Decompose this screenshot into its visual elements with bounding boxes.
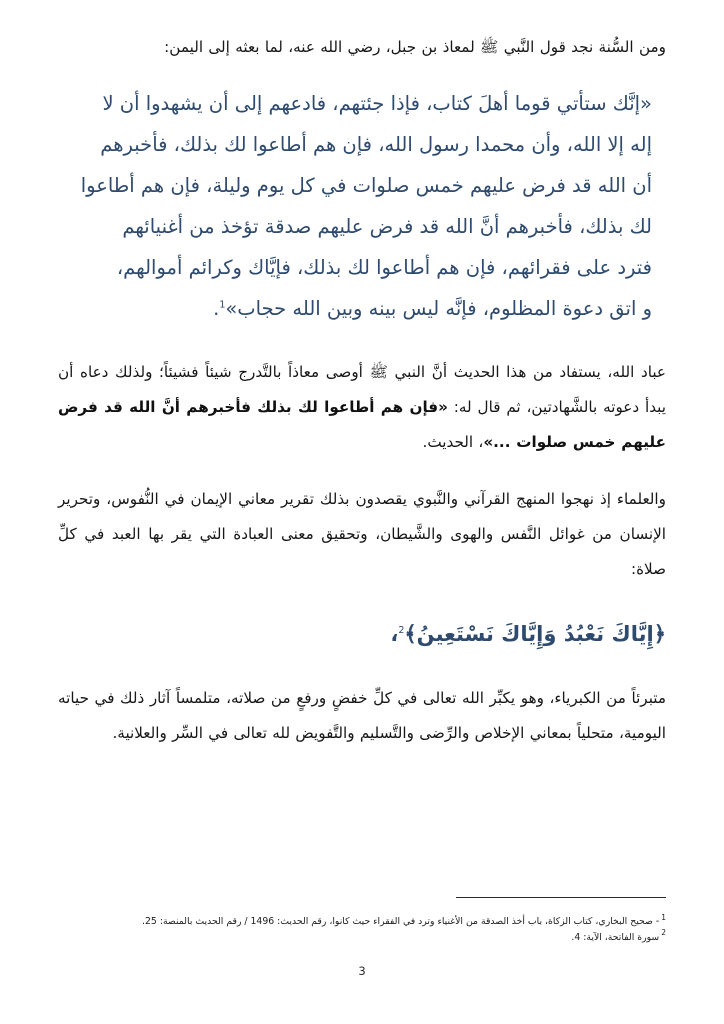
footnote-item-1	[58, 912, 666, 930]
hadith-line-6	[72, 288, 652, 329]
paragraph-2-part-2: ، الحديث.	[422, 433, 484, 451]
hadith-line-2: إله إلا الله، وأن محمدا رسول الله، فإن هم أطاعوا لك بذلك، فأخبرهم	[100, 133, 652, 156]
footnote-item-2	[58, 928, 666, 946]
footnote-2-text: سورة الفاتحة، الآية: 4.	[571, 931, 660, 943]
footnote-separator-rule	[456, 897, 666, 898]
hadith-line-6-text: و اتق دعوة المظلوم، فإنَّه ليس بينه وبين الله حجاب»	[225, 297, 652, 320]
paragraph-4: متبرئاً من الكبرياء، وهو يكبِّر الله تعالى في كلِّ خفضٍ ورفعٍ من صلاته، متلمساً آثار ذلك في حياته اليومية، متحلياً بمعاني الإخلاص والرِّضى والتَّسليم والتَّفويض لله تعالى في السِّر والعلانية.	[58, 689, 666, 742]
page-number: 3	[358, 964, 366, 978]
paragraph-2-inline-quote: «فإن هم أطاعوا لك بذلك فأخبرهم أنَّ الله قد فرض عليهم خمس صلوات ...»	[58, 398, 666, 451]
hadith-quote-block	[58, 83, 666, 329]
footnote-2-number: 2	[661, 928, 666, 938]
verse-trailing-punct: ،	[390, 622, 399, 646]
paragraph-2-part-1: عباد الله، يستفاد من هذا الحديث أنَّ النبي ﷺ أوصى معاذاً بالتَّدرج شيئاً فشيئاً؛ ولذلك دعاه أن يبدأ دعوته بالشَّهادتين، ثم قال له:	[58, 363, 666, 416]
paragraph-2	[58, 355, 666, 460]
hadith-footnote-marker: 1	[219, 299, 226, 311]
page-content	[58, 30, 666, 759]
footnote-list	[58, 912, 666, 946]
footnote-1-number: 1	[661, 912, 666, 922]
hadith-line-1: «إنَّك ستأتي قوما أهلَ كتاب، فإذا جئتهم، فادعهم إلى أن يشهدوا أن لا	[102, 92, 652, 115]
quran-verse-text: ﴿إِيَّاكَ نَعْبُدُ وَإِيَّاكَ نَسْتَعِينُ﴾	[404, 622, 666, 646]
paragraph-3: والعلماء إذ نهجوا المنهج القرآني والنَّبوي يقصدون بذلك تقرير معاني الإيمان في النُّفوس، وتحرير الإنسان من غوائل النَّفس والهوى والشَّيطان، وتحقيق معنى العبادة التي يقر بها العبد في كلِّ صلاة:	[58, 490, 666, 578]
hadith-line-4: لك بذلك، فأخبرهم أنَّ الله قد فرض عليهم صدقة تؤخذ من أغنيائهم	[122, 215, 652, 238]
footnote-1-text: - صحيح البخاري، كتاب الزكاة، باب أخذ الصدقة من الأغنياء وترد في الفقراء حيث كانوا، رقم الحديث: 1496 / رقم الحديث بالمنصة: 25.	[142, 916, 660, 927]
hadith-line-5: فترد على فقرائهم، فإن هم أطاعوا لك بذلك، فإيَّاك وكرائم أموالهم،	[116, 256, 652, 279]
hadith-line-3: أن الله قد فرض عليهم خمس صلوات في كل يوم وليلة، فإن هم أطاعوا	[80, 174, 652, 197]
hadith-trailing-punct: .	[213, 297, 220, 320]
quran-verse	[58, 613, 666, 655]
verse-footnote-marker: 2	[398, 625, 405, 636]
intro-paragraph: ومن السُّنة نجد قول النَّبي ﷺ لمعاذ بن جبل، رضي الله عنه، لما بعثه إلى اليمن:	[164, 38, 666, 56]
